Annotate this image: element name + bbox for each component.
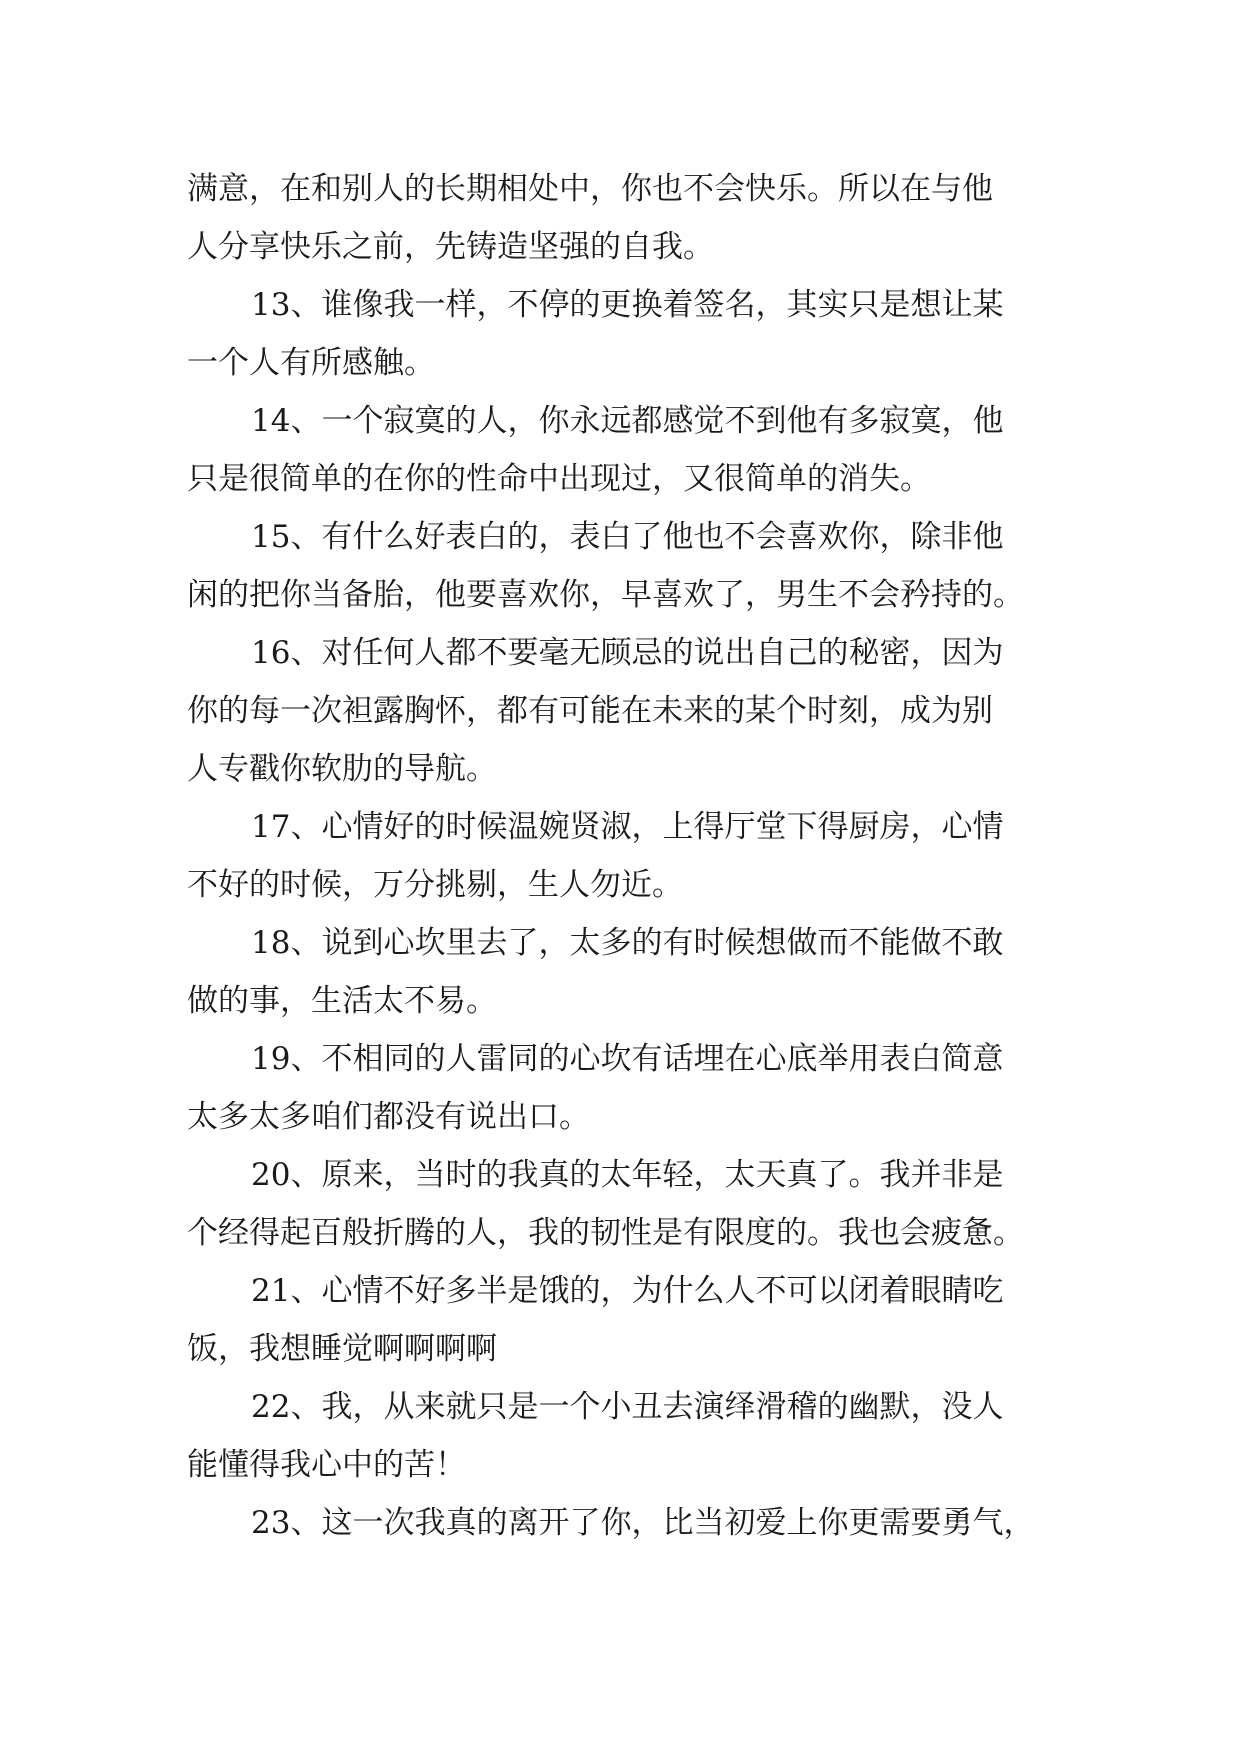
text-line: 个经得起百般折腾的人，我的韧性是有限度的。我也会疲惫。 — [187, 1215, 1024, 1251]
text-line: 19、不相同的人雷同的心坎有话埋在心底举用表白简意 — [251, 1041, 1004, 1077]
text-line: 满意，在和别人的长期相处中，你也不会快乐。所以在与他 — [187, 171, 993, 207]
text-line: 只是很简单的在你的性命中出现过，又很简单的消失。 — [187, 461, 931, 497]
text-line: 做的事，生活太不易。 — [187, 983, 497, 1019]
text-line: 闲的把你当备胎，他要喜欢你，早喜欢了，男生不会矜持的。 — [187, 577, 1024, 613]
text-line: 15、有什么好表白的，表白了他也不会喜欢你，除非他 — [251, 519, 1004, 555]
text-line: 16、对任何人都不要毫无顾忌的说出自己的秘密，因为 — [251, 635, 1004, 671]
text-line: 18、说到心坎里去了，太多的有时候想做而不能做不敢 — [251, 925, 1004, 961]
text-line: 14、一个寂寞的人，你永远都感觉不到他有多寂寞，他 — [251, 403, 1004, 439]
text-line: 人专戳你软肋的导航。 — [187, 751, 497, 787]
text-line: 13、谁像我一样，不停的更换着签名，其实只是想让某 — [251, 287, 1004, 323]
text-line: 23、这一次我真的离开了你，比当初爱上你更需要勇气， — [251, 1505, 1035, 1541]
text-line: 20、原来，当时的我真的太年轻，太天真了。我并非是 — [251, 1157, 1004, 1193]
text-line: 能懂得我心中的苦！ — [187, 1447, 466, 1483]
text-line: 你的每一次袒露胸怀，都有可能在未来的某个时刻，成为别 — [187, 693, 993, 729]
text-line: 一个人有所感触。 — [187, 345, 435, 381]
text-line: 22、我，从来就只是一个小丑去演绎滑稽的幽默，没人 — [251, 1389, 1004, 1425]
text-line: 不好的时候，万分挑剔，生人勿近。 — [187, 867, 683, 903]
text-line: 人分享快乐之前，先铸造坚强的自我。 — [187, 229, 714, 265]
body-text — [187, 160, 1053, 1552]
text-line: 太多太多咱们都没有说出口。 — [187, 1099, 590, 1135]
text-line: 饭，我想睡觉啊啊啊啊 — [187, 1331, 497, 1367]
text-line: 21、心情不好多半是饿的，为什么人不可以闭着眼睛吃 — [251, 1273, 1004, 1309]
text-line: 17、心情好的时候温婉贤淑，上得厅堂下得厨房，心情 — [251, 809, 1004, 845]
